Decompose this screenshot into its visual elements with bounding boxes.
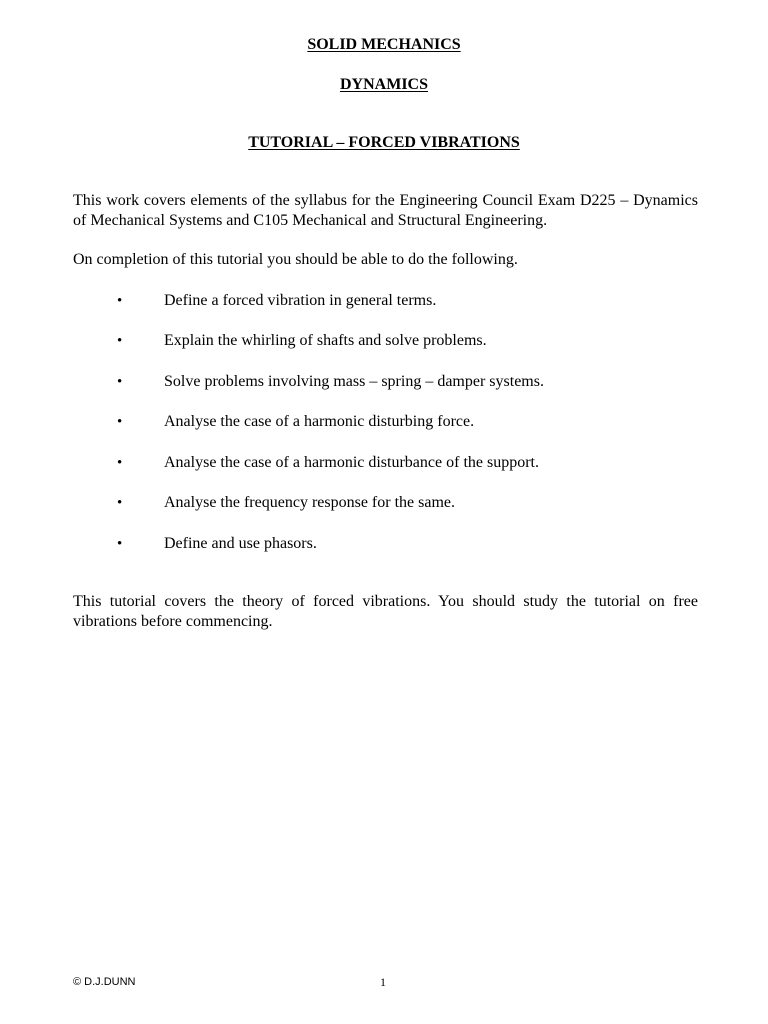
objective-text: Analyse the case of a harmonic disturbing force. xyxy=(164,413,475,430)
objective-text: Define a forced vibration in general terms. xyxy=(164,292,437,309)
tutorial-title: TUTORIAL – FORCED VIBRATIONS xyxy=(248,134,520,151)
objective-item xyxy=(0,412,700,432)
objective-text: Solve problems involving mass – spring – damper systems. xyxy=(164,373,544,390)
footer-copyright: © D.J.DUNN xyxy=(73,976,136,988)
closing-paragraph: This tutorial covers the theory of forced vibrations. You should study the tutorial on free vibrations before commencing. xyxy=(73,593,698,630)
objective-text: Define and use phasors. xyxy=(164,535,317,552)
bullet-icon: • xyxy=(117,374,123,390)
objective-item xyxy=(0,291,700,311)
objectives-lead: On completion of this tutorial you should be able to do the following. xyxy=(73,251,518,268)
bullet-icon: • xyxy=(117,414,123,430)
intro-paragraph: This work covers elements of the syllabus for the Engineering Council Exam D225 – Dynamics of Mechanical Systems and C105 Mechanical and Structural Engineering. xyxy=(73,192,698,229)
bullet-icon: • xyxy=(117,333,123,349)
objective-item xyxy=(0,493,700,513)
page-number: 1 xyxy=(380,975,386,989)
objective-item xyxy=(0,453,700,473)
objective-item xyxy=(0,372,700,392)
objective-item xyxy=(0,534,700,554)
bullet-icon: • xyxy=(117,536,123,552)
bullet-icon: • xyxy=(117,495,123,511)
objective-item xyxy=(0,331,700,351)
bullet-icon: • xyxy=(117,293,123,309)
bullet-icon: • xyxy=(117,455,123,471)
objective-text: Analyse the case of a harmonic disturbance of the support. xyxy=(164,454,539,471)
objective-text: Explain the whirling of shafts and solve problems. xyxy=(164,332,487,349)
document-title: SOLID MECHANICS xyxy=(307,36,461,53)
document-subtitle: DYNAMICS xyxy=(340,76,428,93)
objective-text: Analyse the frequency response for the same. xyxy=(164,494,455,511)
